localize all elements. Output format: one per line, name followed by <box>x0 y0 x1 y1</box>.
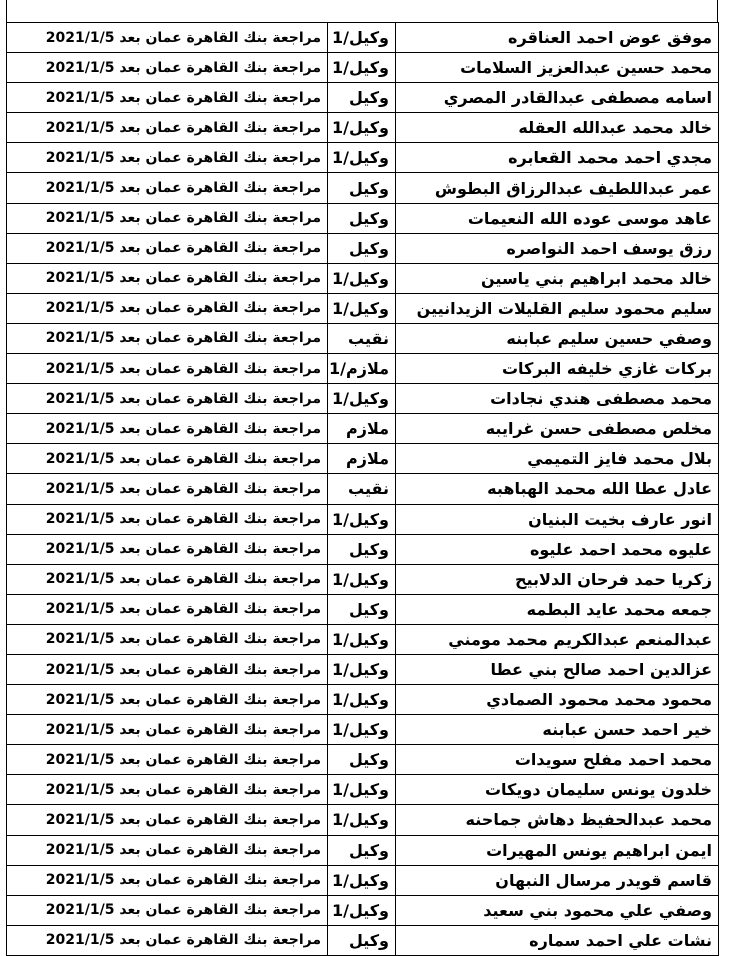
table-row <box>7 594 719 624</box>
table-row <box>7 745 719 775</box>
rank-cell: وكيل/1 <box>328 715 396 745</box>
table-row <box>7 805 719 835</box>
rank-cell: وكيل <box>328 233 396 263</box>
note-cell: مراجعة بنك القاهرة عمان بعد 2021/1/5 <box>7 143 328 173</box>
name-cell: عمر عبداللطيف عبدالرزاق البطوش <box>396 173 719 203</box>
table-row <box>7 534 719 564</box>
name-cell: نشات علي احمد سماره <box>396 925 719 955</box>
note-cell: مراجعة بنك القاهرة عمان بعد 2021/1/5 <box>7 925 328 955</box>
table-row <box>7 233 719 263</box>
note-cell: مراجعة بنك القاهرة عمان بعد 2021/1/5 <box>7 354 328 384</box>
name-cell: وصفي علي محمود بني سعيد <box>396 895 719 925</box>
table-top-edge <box>6 0 718 22</box>
table-row <box>7 414 719 444</box>
table-row <box>7 113 719 143</box>
rank-cell: وكيل <box>328 203 396 233</box>
name-cell: خالد محمد ابراهيم بني ياسين <box>396 263 719 293</box>
table-row <box>7 654 719 684</box>
rank-cell: وكيل <box>328 534 396 564</box>
name-cell: جمعه محمد عايد البطمه <box>396 594 719 624</box>
rank-cell: وكيل/1 <box>328 143 396 173</box>
table-row <box>7 504 719 534</box>
note-cell: مراجعة بنك القاهرة عمان بعد 2021/1/5 <box>7 805 328 835</box>
note-cell: مراجعة بنك القاهرة عمان بعد 2021/1/5 <box>7 654 328 684</box>
note-cell: مراجعة بنك القاهرة عمان بعد 2021/1/5 <box>7 534 328 564</box>
name-cell: عاهد موسى عوده الله النعيمات <box>396 203 719 233</box>
name-cell: زكريا حمد فرحان الدلابيح <box>396 564 719 594</box>
table-row <box>7 624 719 654</box>
name-cell: محمد حسين عبدالعزيز السلامات <box>396 53 719 83</box>
name-cell: عليوه محمد احمد عليوه <box>396 534 719 564</box>
table-row <box>7 53 719 83</box>
rank-cell: وكيل/1 <box>328 805 396 835</box>
note-cell: مراجعة بنك القاهرة عمان بعد 2021/1/5 <box>7 83 328 113</box>
rank-cell: وكيل <box>328 594 396 624</box>
rank-cell: وكيل/1 <box>328 384 396 414</box>
table-row <box>7 173 719 203</box>
note-cell: مراجعة بنك القاهرة عمان بعد 2021/1/5 <box>7 414 328 444</box>
name-cell: انور عارف بخيت البنيان <box>396 504 719 534</box>
rank-cell: وكيل/1 <box>328 564 396 594</box>
table-row <box>7 685 719 715</box>
note-cell: مراجعة بنك القاهرة عمان بعد 2021/1/5 <box>7 474 328 504</box>
rank-cell: ملازم <box>328 414 396 444</box>
name-cell: سليم محمود سليم القليلات الزيدانيين <box>396 293 719 323</box>
table-row <box>7 775 719 805</box>
note-cell: مراجعة بنك القاهرة عمان بعد 2021/1/5 <box>7 384 328 414</box>
name-cell: محمد مصطفى هندي نجادات <box>396 384 719 414</box>
roster-table-body <box>7 23 719 956</box>
table-row <box>7 925 719 955</box>
name-cell: خلدون يونس سليمان دويكات <box>396 775 719 805</box>
table-row <box>7 865 719 895</box>
name-cell: عزالدين احمد صالح بني عطا <box>396 654 719 684</box>
name-cell: مجدي احمد محمد القعابره <box>396 143 719 173</box>
rank-cell: وكيل/1 <box>328 654 396 684</box>
rank-cell: وكيل <box>328 745 396 775</box>
rank-cell: وكيل/1 <box>328 775 396 805</box>
table-row <box>7 323 719 353</box>
note-cell: مراجعة بنك القاهرة عمان بعد 2021/1/5 <box>7 835 328 865</box>
rank-cell: وكيل/1 <box>328 263 396 293</box>
rank-cell: ملازم/1 <box>328 354 396 384</box>
note-cell: مراجعة بنك القاهرة عمان بعد 2021/1/5 <box>7 23 328 53</box>
table-row <box>7 474 719 504</box>
rank-cell: وكيل <box>328 173 396 203</box>
name-cell: بركات غازي خليفه البركات <box>396 354 719 384</box>
note-cell: مراجعة بنك القاهرة عمان بعد 2021/1/5 <box>7 323 328 353</box>
name-cell: محمد احمد مفلح سويدات <box>396 745 719 775</box>
name-cell: محمود محمد محمود الصمادي <box>396 685 719 715</box>
table-row <box>7 203 719 233</box>
rank-cell: وكيل/1 <box>328 113 396 143</box>
rank-cell: وكيل/1 <box>328 685 396 715</box>
note-cell: مراجعة بنك القاهرة عمان بعد 2021/1/5 <box>7 293 328 323</box>
roster-table <box>6 22 719 956</box>
note-cell: مراجعة بنك القاهرة عمان بعد 2021/1/5 <box>7 233 328 263</box>
name-cell: موفق عوض احمد العناقره <box>396 23 719 53</box>
note-cell: مراجعة بنك القاهرة عمان بعد 2021/1/5 <box>7 594 328 624</box>
rank-cell: وكيل/1 <box>328 624 396 654</box>
rank-cell: وكيل <box>328 83 396 113</box>
name-cell: بلال محمد فايز التميمي <box>396 444 719 474</box>
table-row <box>7 835 719 865</box>
name-cell: رزق يوسف احمد النواصره <box>396 233 719 263</box>
name-cell: محمد عبدالحفيظ دهاش جماحنه <box>396 805 719 835</box>
rank-cell: ملازم <box>328 444 396 474</box>
table-row <box>7 143 719 173</box>
note-cell: مراجعة بنك القاهرة عمان بعد 2021/1/5 <box>7 263 328 293</box>
name-cell: خالد محمد عبدالله العقله <box>396 113 719 143</box>
table-row <box>7 23 719 53</box>
table-row <box>7 293 719 323</box>
note-cell: مراجعة بنك القاهرة عمان بعد 2021/1/5 <box>7 745 328 775</box>
table-row <box>7 384 719 414</box>
roster-sheet <box>6 22 718 956</box>
rank-cell: نقيب <box>328 323 396 353</box>
note-cell: مراجعة بنك القاهرة عمان بعد 2021/1/5 <box>7 895 328 925</box>
name-cell: خير احمد حسن عبابنه <box>396 715 719 745</box>
note-cell: مراجعة بنك القاهرة عمان بعد 2021/1/5 <box>7 444 328 474</box>
name-cell: ايمن ابراهيم يونس المهيرات <box>396 835 719 865</box>
rank-cell: وكيل <box>328 835 396 865</box>
name-cell: عبدالمنعم عبدالكريم محمد مومني <box>396 624 719 654</box>
rank-cell: وكيل/1 <box>328 23 396 53</box>
note-cell: مراجعة بنك القاهرة عمان بعد 2021/1/5 <box>7 685 328 715</box>
table-row <box>7 444 719 474</box>
note-cell: مراجعة بنك القاهرة عمان بعد 2021/1/5 <box>7 203 328 233</box>
rank-cell: وكيل/1 <box>328 865 396 895</box>
table-row <box>7 354 719 384</box>
note-cell: مراجعة بنك القاهرة عمان بعد 2021/1/5 <box>7 624 328 654</box>
rank-cell: وكيل/1 <box>328 53 396 83</box>
note-cell: مراجعة بنك القاهرة عمان بعد 2021/1/5 <box>7 504 328 534</box>
name-cell: عادل عطا الله محمد الهباهبه <box>396 474 719 504</box>
table-row <box>7 263 719 293</box>
note-cell: مراجعة بنك القاهرة عمان بعد 2021/1/5 <box>7 775 328 805</box>
table-row <box>7 564 719 594</box>
table-row <box>7 895 719 925</box>
rank-cell: وكيل/1 <box>328 895 396 925</box>
name-cell: قاسم قويدر مرسال النبهان <box>396 865 719 895</box>
note-cell: مراجعة بنك القاهرة عمان بعد 2021/1/5 <box>7 715 328 745</box>
rank-cell: نقيب <box>328 474 396 504</box>
table-row <box>7 715 719 745</box>
name-cell: مخلص مصطفى حسن غرايبه <box>396 414 719 444</box>
name-cell: اسامه مصطفى عبدالقادر المصري <box>396 83 719 113</box>
note-cell: مراجعة بنك القاهرة عمان بعد 2021/1/5 <box>7 865 328 895</box>
rank-cell: وكيل/1 <box>328 504 396 534</box>
rank-cell: وكيل <box>328 925 396 955</box>
table-row <box>7 83 719 113</box>
rank-cell: وكيل/1 <box>328 293 396 323</box>
note-cell: مراجعة بنك القاهرة عمان بعد 2021/1/5 <box>7 53 328 83</box>
note-cell: مراجعة بنك القاهرة عمان بعد 2021/1/5 <box>7 113 328 143</box>
note-cell: مراجعة بنك القاهرة عمان بعد 2021/1/5 <box>7 173 328 203</box>
name-cell: وصفي حسين سليم عبابنه <box>396 323 719 353</box>
note-cell: مراجعة بنك القاهرة عمان بعد 2021/1/5 <box>7 564 328 594</box>
